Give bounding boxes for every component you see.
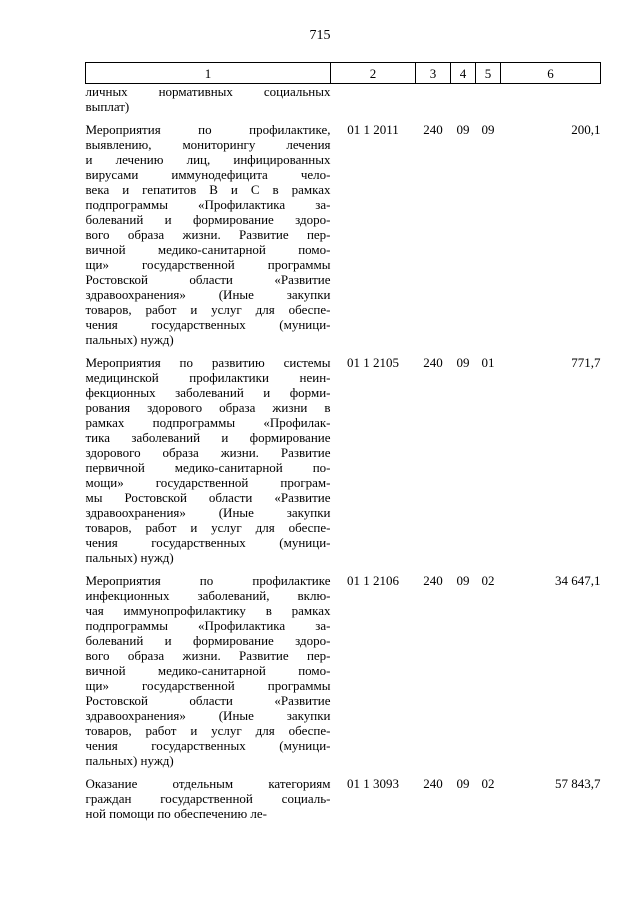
description-line: болеваний и формирование здоро- (85, 212, 331, 227)
description-line: Мероприятия по профилактике, (85, 122, 331, 137)
description-line: Мероприятия по профилактике (85, 573, 331, 588)
expense-type-cell: 240 (423, 573, 443, 588)
description-line: подпрограммы «Профилактика за- (85, 197, 331, 212)
row-spacer-cell (86, 114, 601, 122)
subsection-cell: 09 (481, 122, 495, 137)
description-cell (86, 573, 331, 768)
amount-cell: 57 843,7 (555, 776, 601, 791)
section-cell: 09 (456, 355, 470, 370)
subsection-cell: 02 (481, 573, 495, 588)
column-header: 5 (476, 63, 501, 84)
table-row (86, 84, 601, 115)
description-line: вого образа жизни. Развитие пер- (85, 648, 331, 663)
description-line: щи» государственной программы (85, 257, 331, 272)
description-line: вичной медико-санитарной помо- (85, 242, 331, 257)
description-line: чения государственных (муници- (85, 738, 331, 753)
description-line: чая иммунопрофилактику в рамках (85, 603, 331, 618)
code-cell (331, 84, 416, 115)
column-header: 6 (501, 63, 601, 84)
description-line: рамках подпрограммы «Профилак- (85, 415, 331, 430)
row-spacer-cell (86, 768, 601, 776)
description-line: пальных) нужд) (85, 332, 174, 347)
description-line: фекционных заболеваний и форми- (85, 385, 331, 400)
table-header-row (86, 63, 601, 84)
description-line: вого образа жизни. Развитие пер- (85, 227, 331, 242)
description-line: медицинской профилактики неин- (85, 370, 331, 385)
code-cell: 01 1 3093 (347, 776, 399, 791)
section-cell (451, 84, 476, 115)
table-row (86, 355, 601, 565)
description-line: ной помощи по обеспечению ле- (85, 806, 268, 821)
expense-type-cell: 240 (423, 776, 443, 791)
description-line: подпрограммы «Профилактика за- (85, 618, 331, 633)
column-header: 2 (331, 63, 416, 84)
description-line: первичной медико-санитарной по- (85, 460, 331, 475)
budget-table (85, 62, 601, 821)
expense-type-cell (416, 84, 451, 115)
description-line: выявлению, мониторингу лечения (85, 137, 331, 152)
table-row (86, 122, 601, 347)
description-line: чения государственных (муници- (85, 317, 331, 332)
subsection-cell: 02 (481, 776, 495, 791)
description-line: и лечению лиц, инфицированных (85, 152, 331, 167)
description-cell (86, 122, 331, 347)
row-spacer-cell (86, 347, 601, 355)
description-line: здравоохранения» (Иные закупки (85, 708, 331, 723)
amount-cell (501, 84, 601, 115)
description-line: граждан государственной социаль- (85, 791, 331, 806)
description-line: здравоохранения» (Иные закупки (85, 505, 331, 520)
row-spacer (86, 768, 601, 776)
page-number: 715 (309, 28, 331, 43)
description-line: пальных) нужд) (85, 753, 174, 768)
code-cell: 01 1 2106 (347, 573, 399, 588)
row-spacer-cell (86, 565, 601, 573)
column-header: 4 (451, 63, 476, 84)
table-row (86, 776, 601, 821)
description-line: вирусами иммунодефицита чело- (85, 167, 331, 182)
code-cell: 01 1 2011 (347, 122, 399, 137)
description-line: Ростовской области «Развитие (85, 693, 331, 708)
description-line: Ростовской области «Развитие (85, 272, 331, 287)
description-line: товаров, работ и услуг для обеспе- (85, 302, 331, 317)
description-line: мощи» государственной програм- (85, 475, 331, 490)
amount-cell: 200,1 (571, 122, 601, 137)
description-line: выплат) (85, 99, 130, 114)
row-spacer (86, 565, 601, 573)
amount-cell: 34 647,1 (555, 573, 601, 588)
section-cell: 09 (456, 776, 470, 791)
description-line: Мероприятия по развитию системы (85, 355, 331, 370)
description-line: чения государственных (муници- (85, 535, 331, 550)
description-line: вичной медико-санитарной помо- (85, 663, 331, 678)
expense-type-cell: 240 (423, 355, 443, 370)
table-row (86, 573, 601, 768)
description-line: товаров, работ и услуг для обеспе- (85, 723, 331, 738)
row-spacer (86, 347, 601, 355)
description-line: личных нормативных социальных (85, 84, 331, 99)
description-line: века и гепатитов В и С в рамках (85, 182, 331, 197)
description-line: рования здорового образа жизни в (85, 400, 331, 415)
code-cell: 01 1 2105 (347, 355, 399, 370)
description-line: болеваний и формирование здоро- (85, 633, 331, 648)
description-line: мы Ростовской области «Развитие (85, 490, 331, 505)
description-line: здорового образа жизни. Развитие (85, 445, 331, 460)
description-line: тика заболеваний и формирование (85, 430, 331, 445)
expense-type-cell: 240 (423, 122, 443, 137)
description-line: инфекционных заболеваний, вклю- (85, 588, 331, 603)
description-line: щи» государственной программы (85, 678, 331, 693)
description-cell (86, 84, 331, 115)
description-line: здравоохранения» (Иные закупки (85, 287, 331, 302)
column-header: 3 (416, 63, 451, 84)
table-body (86, 84, 601, 822)
row-spacer (86, 114, 601, 122)
subsection-cell: 01 (481, 355, 495, 370)
description-line: пальных) нужд) (85, 550, 174, 565)
subsection-cell (476, 84, 501, 115)
description-cell (86, 355, 331, 565)
description-line: товаров, работ и услуг для обеспе- (85, 520, 331, 535)
amount-cell: 771,7 (571, 355, 601, 370)
column-header: 1 (86, 63, 331, 84)
description-cell (86, 776, 331, 821)
description-line: Оказание отдельным категориям (85, 776, 331, 791)
section-cell: 09 (456, 573, 470, 588)
section-cell: 09 (456, 122, 470, 137)
